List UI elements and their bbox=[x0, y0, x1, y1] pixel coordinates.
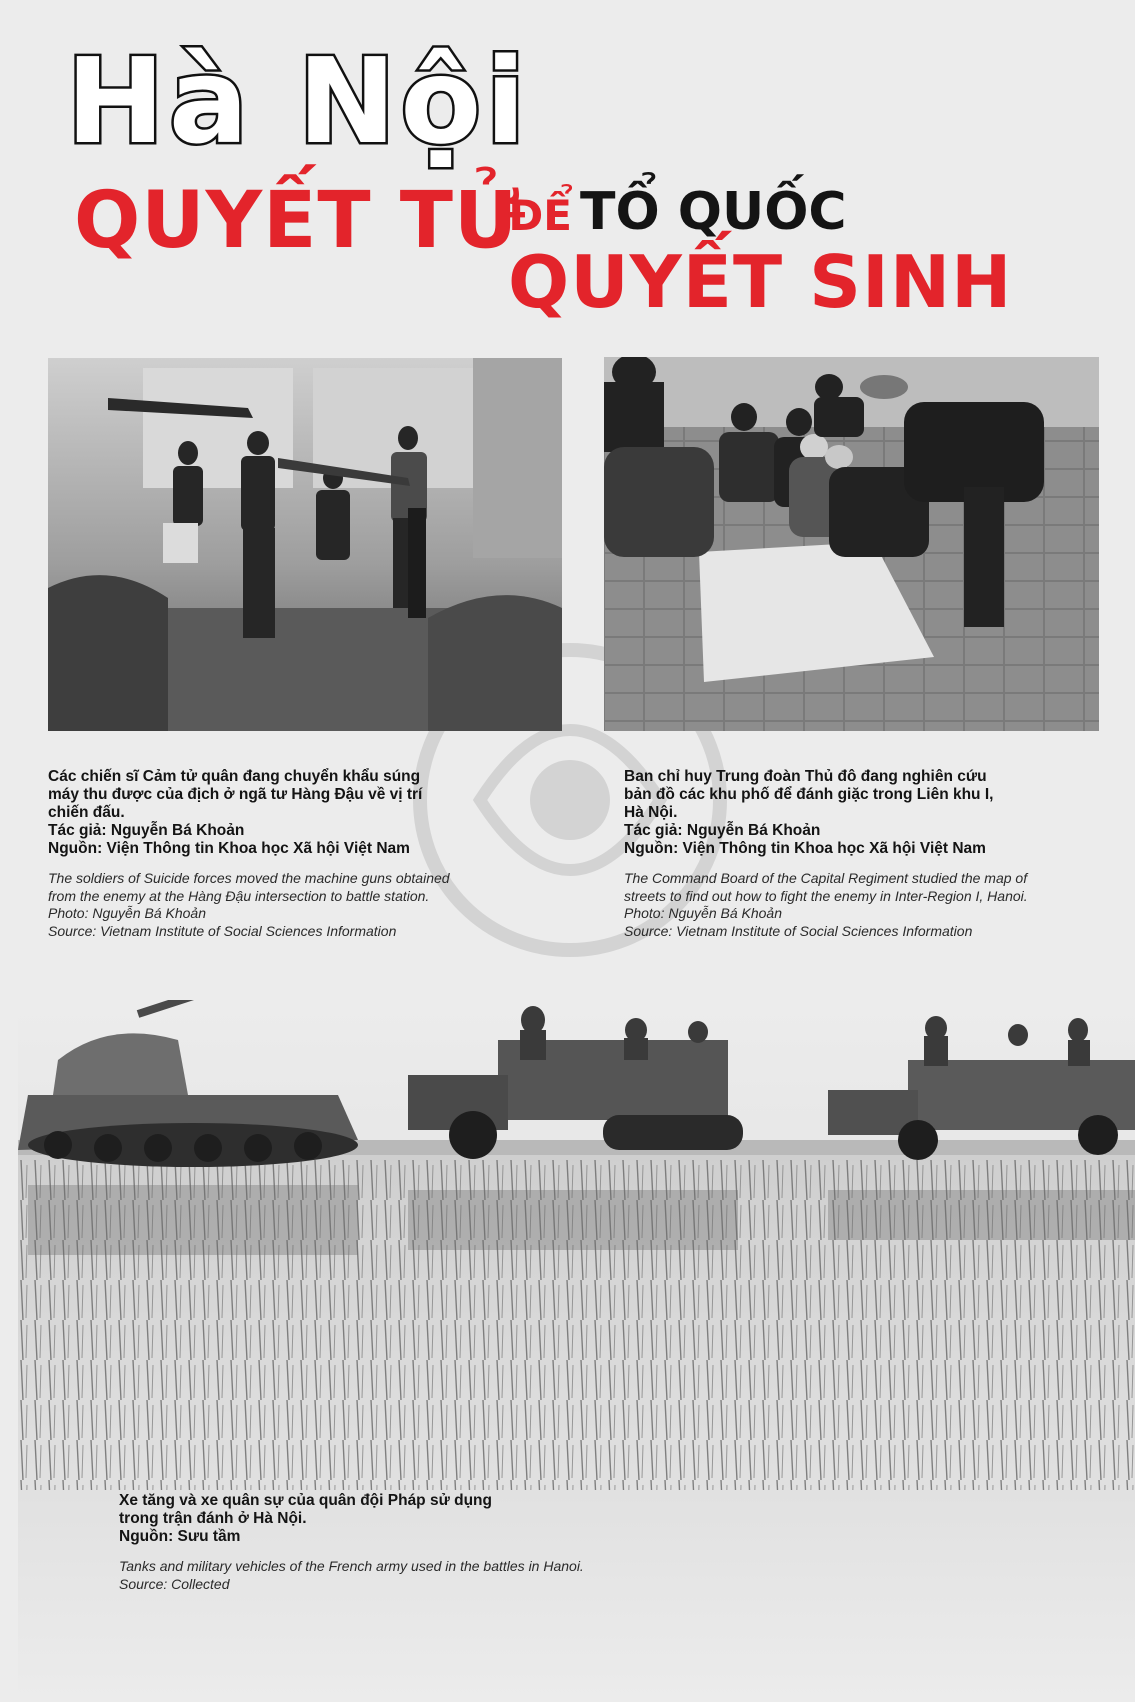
caption-3-en-source: Source: Collected bbox=[119, 1575, 230, 1592]
caption-3-vn-line: Xe tăng và xe quân sự của quân đội Pháp sử dụng bbox=[119, 1492, 492, 1509]
caption-1-vietnamese bbox=[48, 768, 518, 858]
caption-3-en-line: Tanks and military vehicles of the French army used in the battles in Hanoi. bbox=[119, 1558, 584, 1574]
photo-tanks-rice-field bbox=[18, 1000, 1135, 1702]
caption-3-vn-line: trong trận đánh ở Hà Nội. bbox=[119, 1510, 307, 1527]
caption-photo-1 bbox=[48, 768, 518, 940]
caption-2-vn-line: bản đồ các khu phố để đánh giặc trong Liên khu I, bbox=[624, 786, 994, 803]
caption-3-english bbox=[119, 1558, 679, 1593]
caption-2-vn-line: Ban chỉ huy Trung đoàn Thủ đô đang nghiên cứu bbox=[624, 768, 987, 785]
title-quyet-tu: QUYẾT TỬ bbox=[74, 176, 521, 266]
caption-2-author: Tác giả: Nguyễn Bá Khoản bbox=[624, 822, 821, 839]
caption-1-vn-line: máy thu được của địch ở ngã tư Hàng Đậu về vị trí bbox=[48, 786, 423, 803]
photo-soldiers-machine-gun bbox=[48, 358, 562, 731]
caption-1-en-photo: Photo: Nguyễn Bá Khoản bbox=[48, 905, 207, 921]
caption-1-en-line: from the enemy at the Hàng Đậu intersection to battle station. bbox=[48, 887, 430, 904]
soldiers-machine-gun-photo-icon bbox=[48, 358, 562, 731]
caption-2-english bbox=[624, 870, 1094, 940]
photo-commanders-map bbox=[604, 357, 1099, 731]
title-to-quoc: TỔ QUỐC bbox=[580, 182, 847, 242]
caption-1-en-line: The soldiers of Suicide forces moved the machine guns obtained bbox=[48, 870, 450, 886]
caption-2-source: Nguồn: Viện Thông tin Khoa học Xã hội Việt Nam bbox=[624, 840, 986, 857]
caption-photo-2 bbox=[624, 768, 1094, 940]
title-connector-de: ĐỂ bbox=[508, 191, 572, 240]
title-hanoi: Hà Nội bbox=[66, 32, 530, 170]
caption-1-vn-line: chiến đấu. bbox=[48, 804, 125, 821]
caption-2-en-photo: Photo: Nguyễn Bá Khoản bbox=[624, 905, 783, 921]
caption-1-en-source: Source: Vietnam Institute of Social Sciences Information bbox=[48, 922, 397, 939]
caption-1-source: Nguồn: Viện Thông tin Khoa học Xã hội Việt Nam bbox=[48, 840, 410, 857]
title-quyet-sinh: QUYẾT SINH bbox=[508, 240, 1013, 324]
caption-2-en-source: Source: Vietnam Institute of Social Sciences Information bbox=[624, 922, 973, 939]
caption-3-vietnamese bbox=[119, 1492, 679, 1546]
caption-2-en-line: The Command Board of the Capital Regiment studied the map of bbox=[624, 870, 1028, 886]
watermark-text-decoration bbox=[365, 965, 785, 1000]
caption-3-source: Nguồn: Sưu tầm bbox=[119, 1528, 241, 1545]
caption-1-english bbox=[48, 870, 518, 940]
tanks-rice-field-photo-icon bbox=[18, 1000, 1135, 1702]
caption-2-en-line: streets to find out how to fight the enemy in Inter-Region I, Hanoi. bbox=[624, 887, 1028, 904]
caption-1-vn-line: Các chiến sĩ Cảm tử quân đang chuyển khẩu súng bbox=[48, 768, 421, 785]
commanders-map-photo-icon bbox=[604, 357, 1099, 731]
caption-1-author: Tác giả: Nguyễn Bá Khoản bbox=[48, 822, 245, 839]
caption-2-vn-line: Hà Nội. bbox=[624, 804, 678, 821]
caption-photo-3 bbox=[119, 1492, 679, 1593]
caption-2-vietnamese bbox=[624, 768, 1094, 858]
